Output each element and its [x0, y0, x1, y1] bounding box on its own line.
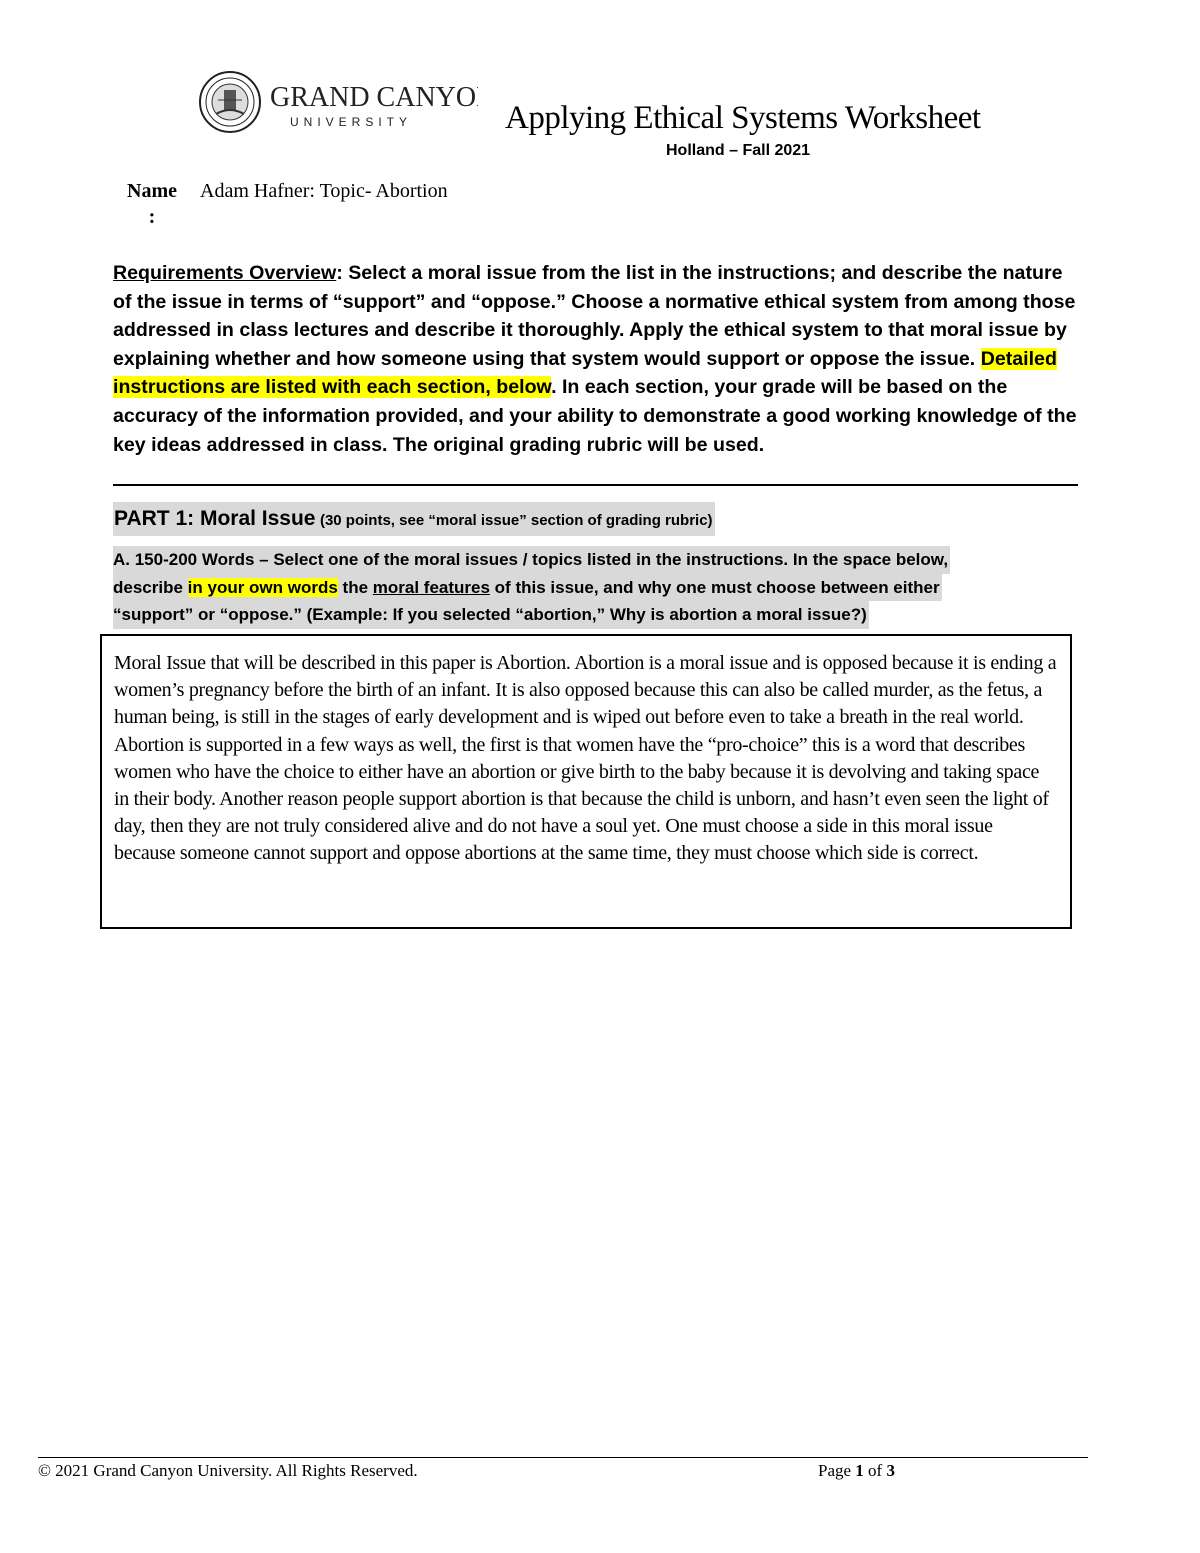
part1-title: PART 1: Moral Issue	[114, 507, 316, 530]
footer-divider	[38, 1457, 1088, 1458]
university-logo	[198, 70, 478, 136]
instruction-underline: moral features	[372, 577, 490, 597]
answer-text: Moral Issue that will be described in this paper is Abortion. Abortion is a moral issue and is opposed because it is ending a women’s pregnancy before the birth of an infant. It is also opposed because this can also be called murder, as the fetus, a human being, is still in the stages of early development and is wiped out before even to take a breath in the real world. Abortion is supported in a few ways as well, the first is that women have the “pro-choice” this is a word that describes women who have the choice to either have an abortion or give birth to the baby because it is devolving and taking space in their body. Another reason people support abortion is that because the child is unborn, and hasn’t even seen the light of day, then they are not truly considered alive and do not have a soul yet. One must choose a side in this moral issue because someone cannot support and oppose abortions at the same time, they must choose which side is correct.	[114, 652, 1057, 865]
instruction-line: describe in your own words the moral features of this issue, and why one must choose between either	[113, 574, 942, 602]
logo-subwordmark: UNIVERSITY	[290, 115, 413, 129]
page-number: Page 1 of 3	[818, 1461, 895, 1480]
name-value: Adam Hafner: Topic- Abortion	[200, 180, 448, 202]
name-label-colon: :	[148, 206, 156, 228]
section-divider	[113, 484, 1078, 486]
instruction-line: “support” or “oppose.” (Example: If you selected “abortion,” Why is abortion a moral issue?)	[113, 601, 869, 629]
logo-wordmark: GRAND CANYON	[270, 82, 478, 113]
name-label	[120, 178, 184, 230]
part1-points-note: (30 points, see “moral issue” section of grading rubric)	[319, 512, 713, 529]
instruction-highlight: in your own words	[187, 577, 338, 597]
part1-instructions	[113, 546, 1078, 629]
instruction-line: A. 150-200 Words – Select one of the moral issues / topics listed in the instructions. In the space below,	[113, 546, 950, 574]
page-title: Applying Ethical Systems Worksheet	[505, 100, 981, 136]
requirements-overview	[113, 259, 1081, 459]
name-label-text: Name	[127, 180, 177, 202]
answer-box[interactable]	[100, 634, 1072, 929]
requirements-text: : Select a moral issue from the list in the instructions; and describe the nature of the issue in terms of “support” and “oppose.” Choose a normative ethical system from among those addressed in class lectures and describe it thoroughly. Apply the ethical system to that moral issue by explaining whether and how someone using that system would support or oppose the issue.	[113, 262, 1076, 370]
part1-heading	[113, 502, 715, 536]
requirements-text-continued: . In each section, your grade will be based on the accuracy of the information provided, and your ability to demonstrate a good working knowledge of the key ideas addressed in class. The original grading rubric will be used.	[113, 376, 1077, 456]
footer-copyright: © 2021 Grand Canyon University. All Rights Reserved.	[38, 1461, 418, 1480]
requirements-highlight: Detailed instructions are listed with each section, below	[113, 347, 1057, 399]
page-subtitle: Holland – Fall 2021	[666, 142, 811, 159]
university-seal-icon	[198, 70, 478, 136]
requirements-heading: Requirements Overview	[113, 262, 337, 284]
